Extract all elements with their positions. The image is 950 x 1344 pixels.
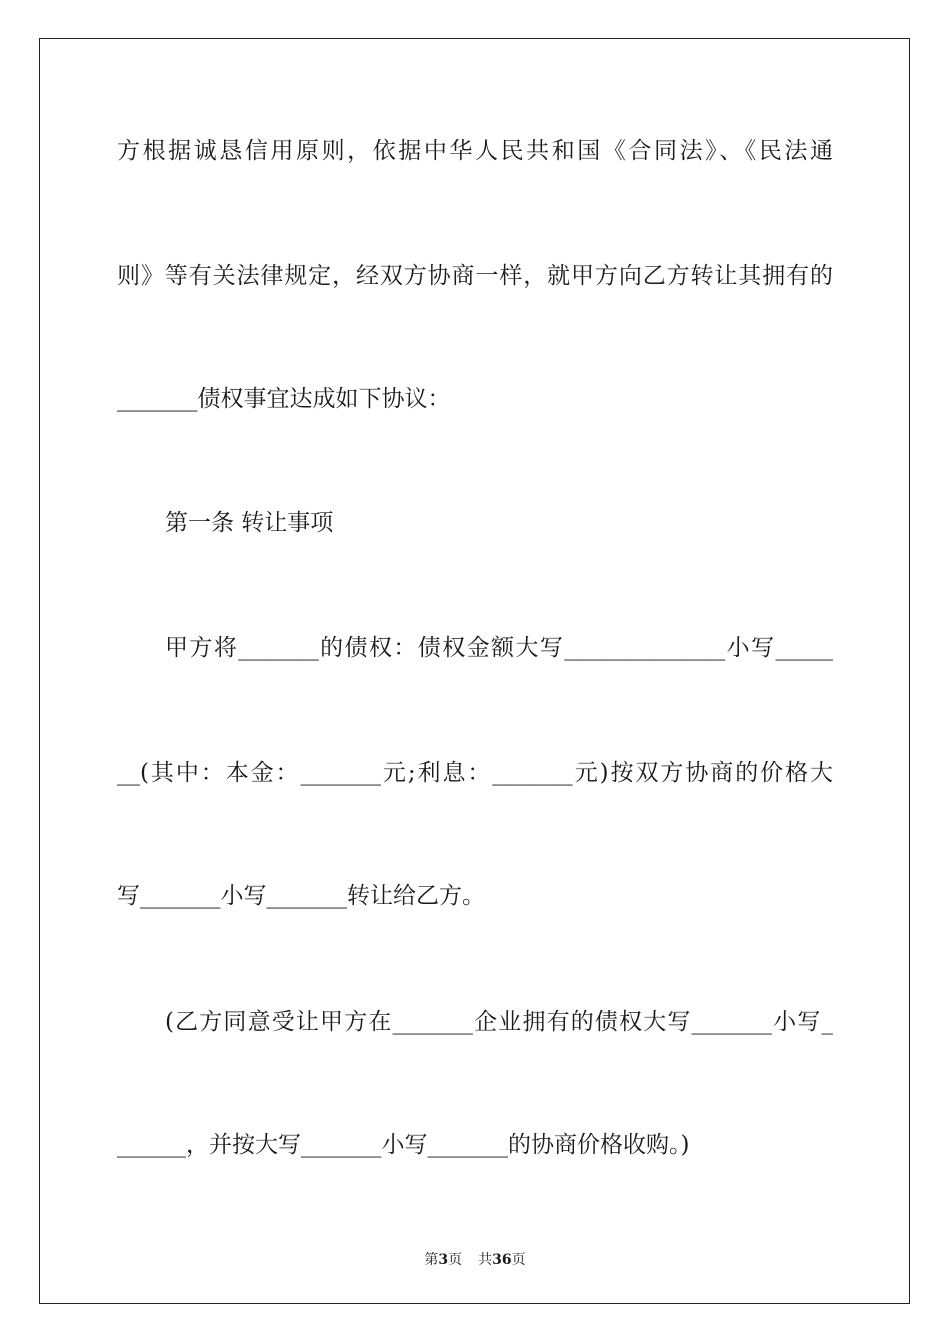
body-line-3: _______债权事宜达成如下协议： — [117, 386, 451, 412]
body-line-9: ______，并按大写_______小写_______的协商价格收购。) — [117, 1132, 690, 1158]
page-footer — [0, 1249, 950, 1269]
footer-total-suffix: 页 — [511, 1252, 526, 1268]
article-heading: 第一条 转让事项 — [165, 510, 334, 536]
footer-page-suffix: 页 — [448, 1252, 463, 1268]
footer-page-prefix: 第 — [424, 1252, 439, 1268]
footer-total-pages: 36 — [492, 1252, 512, 1268]
body-line-2: 则》等有关法律规定，经双方协商一样，就甲方向乙方转让其拥有的 — [117, 263, 833, 289]
body-line-5: 甲方将_______的债权：债权金额大写______________小写_____ — [165, 635, 833, 661]
footer-total-prefix: 共 — [478, 1252, 493, 1268]
page-border — [39, 38, 910, 1304]
body-line-7: 写_______小写_______转让给乙方。 — [117, 883, 485, 909]
body-line-6: __(其中：本金：_______元;利息：_______元)按双方协商的价格大 — [117, 760, 833, 786]
body-line-8: (乙方同意受让甲方在_______企业拥有的债权大写_______小写_ — [165, 1009, 833, 1035]
footer-current-page: 3 — [438, 1252, 449, 1268]
body-line-1: 方根据诚恳信用原则，依据中华人民共和国《合同法》、《民法通 — [117, 138, 833, 164]
